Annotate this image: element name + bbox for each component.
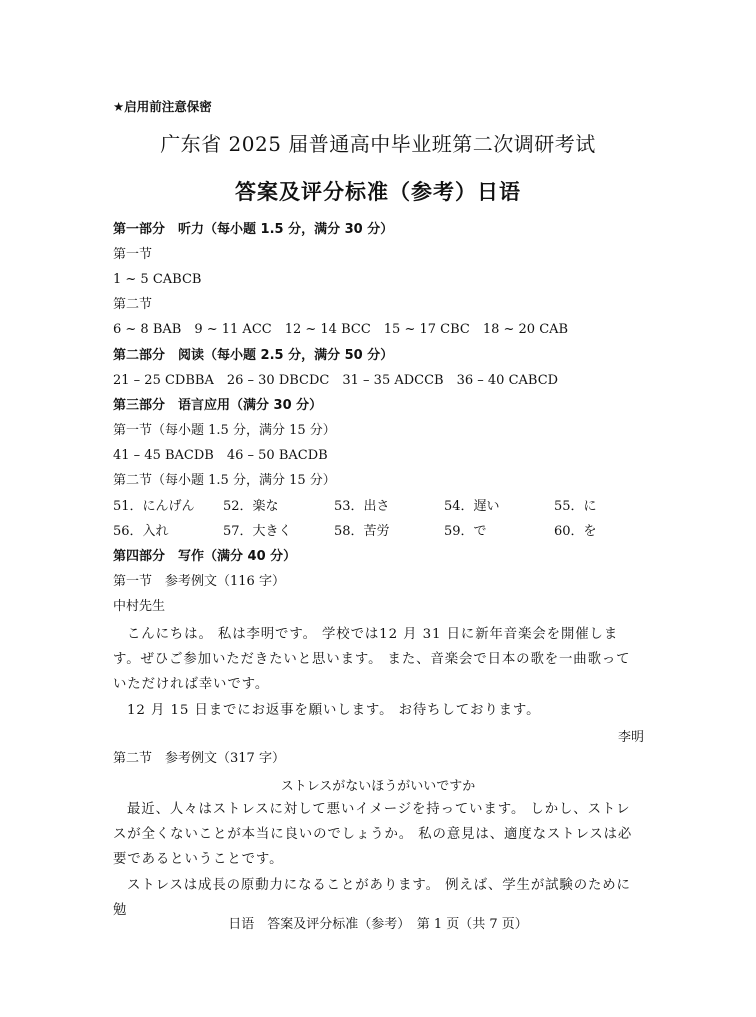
exam-title: 广东省 2025 届普通高中毕业班第二次调研考试 xyxy=(160,132,596,156)
blank-answer: 52．楽な xyxy=(223,499,279,514)
letter-salutation: 中村先生 xyxy=(113,599,166,614)
blank-answer: 57．大きく xyxy=(223,524,292,539)
part4-section1-label: 第一节 参考例文（116 字） xyxy=(113,574,285,589)
essay-title: ストレスがないほうがいいですか xyxy=(280,779,476,794)
part4-section2-label: 第二节 参考例文（317 字） xyxy=(113,751,285,766)
part1-heading: 第一部分 听力（每小题 1.5 分，满分 30 分） xyxy=(113,222,394,237)
part2-answers: 21 – 25 CDBBA 26 – 30 DBCDC 31 – 35 ADCCB 36 – 40 CABCD xyxy=(113,373,559,388)
part4-heading: 第四部分 写作（满分 40 分） xyxy=(113,549,297,564)
blank-answer: 60．を xyxy=(554,524,597,539)
letter-signature: 李明 xyxy=(617,730,644,745)
part1-section2-answers: 6 ~ 8 BAB 9 ~ 11 ACC 12 ~ 14 BCC 15 ~ 17 CBC 18 ~ 20 CAB xyxy=(113,322,569,337)
part3-section2-label: 第二节（每小题 1.5 分，满分 15 分） xyxy=(113,473,336,488)
blank-answer: 55．に xyxy=(554,499,597,514)
blank-answer: 54．遅い xyxy=(444,499,500,514)
blank-answer: 53．出さ xyxy=(334,499,390,514)
page-footer: 日语 答案及评分标准（参考） 第 1 页（共 7 页） xyxy=(228,917,528,932)
part1-section1-label: 第一节 xyxy=(113,247,153,262)
part3-section1-label: 第一节（每小题 1.5 分，满分 15 分） xyxy=(113,423,336,438)
blank-answer: 56．入れ xyxy=(113,524,169,539)
part3-section1-answers: 41 – 45 BACDB 46 – 50 BACDB xyxy=(113,448,328,463)
essay-paragraph: ストレスは成長の原動力になることがあります。 例えば、学生が試験のために勉 xyxy=(113,878,631,918)
blank-answer: 58．苦労 xyxy=(334,524,390,539)
part1-section1-answers: 1 ~ 5 CABCB xyxy=(113,272,202,287)
blank-answer: 51．にんげん xyxy=(113,499,195,514)
part1-section2-label: 第二节 xyxy=(113,297,153,312)
document-subtitle: 答案及评分标准（参考）日语 xyxy=(235,180,521,204)
part2-heading: 第二部分 阅读（每小题 2.5 分，满分 50 分） xyxy=(113,348,394,363)
confidential-notice: ★启用前注意保密 xyxy=(113,99,212,114)
blank-answer: 59．で xyxy=(444,524,487,539)
essay-paragraph: 最近、人々はストレスに対して悪いイメージを持っています。 しかし、ストレスが全くないことが本当に良いのでしょうか。 私の意見は、適度なストレスは必要であるということです。 xyxy=(113,802,633,867)
part3-heading: 第三部分 语言应用（满分 30 分） xyxy=(113,398,323,413)
letter-paragraph: 12 月 15 日までにお返事を願いします。 お待ちしております。 xyxy=(127,703,541,718)
letter-paragraph: こんにちは。 私は李明です。 学校では12 月 31 日に新年音楽会を開催します。ぜひご参加いただきたいと思います。 また、音楽会で日本の歌を一曲歌っていただければ幸いです。 xyxy=(113,627,631,692)
